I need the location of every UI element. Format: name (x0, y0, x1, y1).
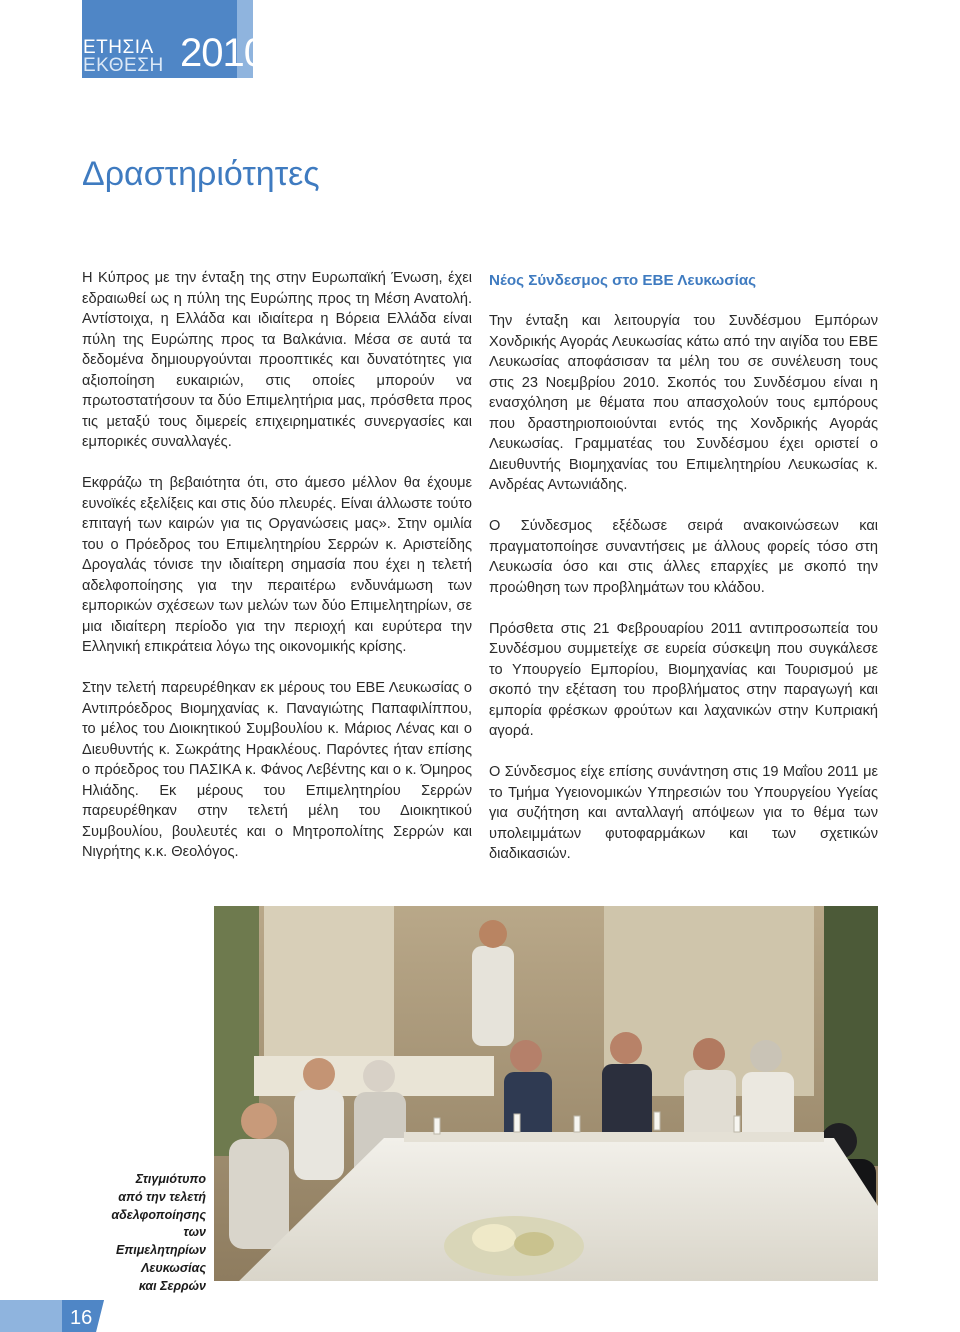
header-year: 2010 (180, 31, 265, 75)
caption-line: Στιγμιότυπο (135, 1172, 206, 1186)
caption-line: και Σερρών (138, 1278, 206, 1293)
paragraph: Ο Σύνδεσμος εξέδωσε σειρά ανακοινώσεων και πραγματοποίησε συναντήσεις με άλλους φορείς τόσο στη Λευκωσία όσο και στις άλλες επαρχίες με σκοπό την προώθηση των προβλημάτων του κλάδου. (489, 518, 878, 596)
annual-report-header (82, 0, 265, 78)
left-column (82, 268, 472, 883)
section-heading: Νέος Σύνδεσμος στο ΕΒΕ Λευκωσίας (489, 272, 757, 289)
caption-line: Λευκωσίας (141, 1260, 206, 1275)
paragraph: Η Κύπρος με την ένταξη της στην Ευρωπαϊκή Ένωση, έχει εδραιωθεί ως η πύλη της Ευρώπης προς τη Μέση Ανατολή. Αντίστοιχα, η Ελλάδα και ιδιαίτερα η Βόρεια Ελλάδα είναι πύλη της Ευρώπης προς τα Βαλκάνια. Μέσα σε αυτά τα δεδομένα δημιουργούνται προοπτικές και δυνατότητες για αξιοποίηση ευκαιριών, στις οποίες μπορούν να πρωτοστατήσουν τα δύο Επιμελητήρια μας, πρόσθετα προς τις μεταξύ τους διμερείς επιχειρηματικές συνεργασίες και εμπορικές συναλλαγές. (82, 270, 472, 450)
photo-caption (96, 1171, 206, 1296)
caption-line: αδελφοποίησης (111, 1207, 206, 1222)
paragraph: Στην τελετή παρευρέθηκαν εκ μέρους του ΕΒΕ Λευκωσίας ο Αντιπρόεδρος Βιομηχανίας κ. Παναγιώτης Παπαφιλίππου, το μέλος του Διοικητικού Συμβουλίου κ. Μάριος Λένας και ο Διευθυντής κ. Σωκράτης Ηρακλέους. Παρόντες ήταν επίσης ο πρόεδρος του ΠΑΣΙΚΑ κ. Φάνος Λεβέντης και ο κ. Όμηρος Ηλιάδης. Εκ μέρους του Επιμελητηρίου Σερρών παρευρέθηκαν στην τελετή μέλη του Διοικητικού Συμβουλίου, βουλευτές και ο Μητροπολίτης Σερρών και Νιγρήτης κ.κ. Θεολόγος. (82, 680, 472, 860)
caption-line: από την τελετή (118, 1189, 206, 1204)
page-number: 16 (70, 1307, 93, 1329)
paragraph: Πρόσθετα στις 21 Φεβρουαρίου 2011 αντιπροσωπεία του Συνδέσμου συμμετείχε σε ευρεία σύσκεψη που συγκάλεσε το Υπουργείο Εμπορίου, Βιομηχανίας και Τουρισμού με σκοπό την εξέταση του προβλήματος στην παραγωγή και εμπορία φρέσκων φρούτων και λαχανικών στην Κυπριακή αγορά. (489, 620, 878, 739)
page-number-tab (0, 1300, 112, 1332)
paragraph: Ο Σύνδεσμος είχε επίσης συνάντηση στις 19 Μαΐου 2011 με το Τμήμα Υγειονομικών Υπηρεσιών του Υπουργείου Υγείας για συζήτηση και ανταλλαγή απόψεων για το θέμα των υπολειμμάτων φυτοφαρμάκων και των σχετικών διαδικασιών. (489, 764, 878, 862)
paragraph: Την ένταξη και λειτουργία του Συνδέσμου Εμπόρων Χονδρικής Αγοράς Λευκωσίας κάτω από την αιγίδα του ΕΒΕ Λευκωσίας αποφάσισαν τα μέλη του σε συνέλευση τους στις 23 Νοεμβρίου 2010. Σκοπός του Συνδέσμου είναι η ενασχόληση με θέματα που απασχολούν τους εμπόρους που δραστηριοποιούνται εντός της Χονδρικής Αγοράς Λευκωσίας. Γραμματέας του Συνδέσμου έχει οριστεί ο Διευθυντής Βιομηχανίας του Επιμελητηρίου Λευκωσίας κ. Ανδρέας Αντωνιάδης. (489, 313, 878, 493)
header-line2: ΕΚΘΕΣΗ (83, 55, 164, 76)
header-line1: ΕΤΗΣΙΑ (83, 37, 154, 58)
paragraph: Εκφράζω τη βεβαιότητα ότι, στο άμεσο μέλλον θα έχουμε ευνοϊκές εξελίξεις και στις δύο πλευρές. Είναι άλλωστε τούτο επιταγή των καιρών για τις Οργανώσεις μας». Στην ομιλία του ο Πρόεδρος του Επιμελητηρίου Σερρών κ. Αριστείδης Δρογαλάς τόνισε την ιδιαίτερη σημασία που έχει η τελετή αδελφοποίησης για την περαιτέρω ενδυνάμωση των εμπορικών σχέσεων των μελών των δύο Επιμελητηρίων, σε μια ιδιαίτερη περίοδο για την περιοχή και ευρύτερα την Ελληνική επικράτεια λόγω της οικονομικής κρίσης. (82, 475, 472, 655)
right-column (489, 270, 878, 885)
event-photo (214, 906, 878, 1281)
caption-line: των Επιμελητηρίων (116, 1225, 206, 1258)
page-title: Δραστηριότητες (82, 155, 320, 193)
